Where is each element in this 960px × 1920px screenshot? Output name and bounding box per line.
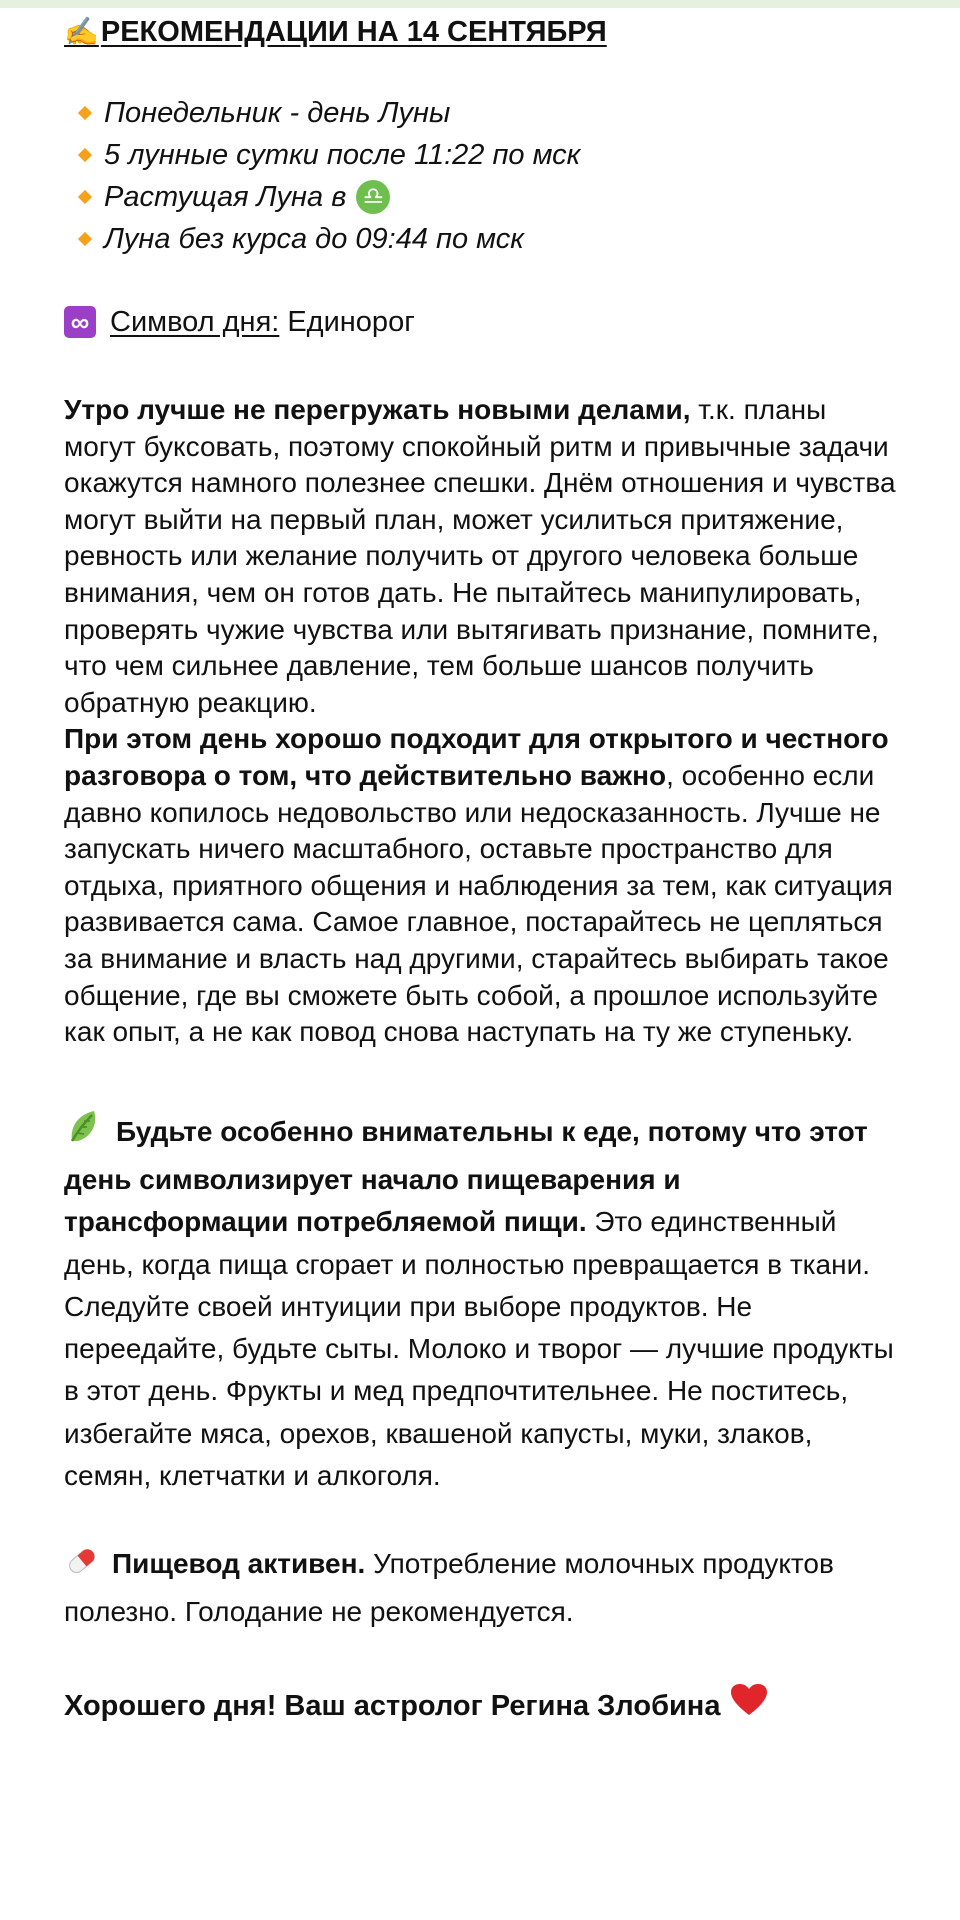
paragraph-text: Употребление молочных продуктов полезно. Голодание не рекомендуется. xyxy=(64,1548,834,1628)
list-item-text: Понедельник - день Луны xyxy=(104,97,451,129)
sign-off xyxy=(64,1683,896,1729)
symbol-label: Символ дня: xyxy=(110,306,280,338)
page-title-text: РЕКОМЕНДАЦИИ НА 14 СЕНТЯБРЯ xyxy=(100,16,607,48)
list-item xyxy=(80,218,896,260)
symbol-of-day xyxy=(64,302,896,342)
list-item xyxy=(80,92,896,134)
list-item xyxy=(80,134,896,176)
page-title xyxy=(64,12,896,52)
orange-diamond-icon xyxy=(78,106,92,120)
paragraph-morning xyxy=(64,392,896,721)
orange-diamond-icon xyxy=(78,148,92,162)
infinity-icon: ∞ xyxy=(64,306,96,338)
pill-icon xyxy=(64,1543,100,1591)
sign-off-text: Хорошего дня! Ваш астролог Регина Злобина xyxy=(64,1690,721,1723)
leafy-green-icon xyxy=(64,1107,104,1159)
paragraph-text: т.к. планы могут буксовать, поэтому спокойный ритм и привычные задачи окажутся намного полезнее спешки. Днём отношения и чувства могут выйти на первый план, может усилиться притяжение, ревность или желание получить от другого человека больше внимания, чем он готов дать. Не пытайтесь манипулировать, проверять чужие чувства или вытягивать признание, помните, что чем сильнее давление, тем больше шансов получить обратную реакцию. xyxy=(64,394,896,718)
writing-hand-icon: ✍ xyxy=(64,16,99,47)
list-item-text: Луна без курса до 09:44 по мск xyxy=(104,223,524,255)
list-item-text: Растущая Луна в xyxy=(104,181,347,213)
orange-diamond-icon xyxy=(78,190,92,204)
paragraph-text: , особенно если давно копилось недовольство или недосказанность. Лучше не запускать ничего масштабного, оставьте пространство для отдыха, приятного общения и наблюдения за тем, как ситуация развивается сама. Самое главное, постарайтесь не цепляться за внимание и власть над другими, старайтесь выбирать такое общение, где вы сможете быть собой, а прошлое используйте как опыт, а не как повод снова наступать на ту же ступеньку. xyxy=(64,759,893,1048)
paragraph-bold-text: Пищевод активен. xyxy=(112,1548,366,1580)
paragraph-bold-text: При этом день хорошо подходит для открытого и честного разговора о том, что действительно важно xyxy=(64,723,889,791)
list-item xyxy=(80,176,896,218)
post-content xyxy=(64,12,896,1729)
paragraph-food xyxy=(64,1107,896,1498)
paragraph-bold-text: Будьте особенно внимательны к еде, потому что этот день символизирует начало пищеварения и трансформации потребляемой пищи. xyxy=(64,1115,868,1238)
symbol-value: Единорог xyxy=(287,306,415,338)
paragraph-text: Это единственный день, когда пища сгорает и полностью превращается в ткани. Следуйте своей интуиции при выборе продуктов. Не переедайте, будьте сыты. Молоко и творог — лучшие продукты в этот день. Фрукты и мед предпочтительнее. Не поститесь, избегайте мяса, орехов, квашеной капусты, муки, злаков, семян, клетчатки и алкоголя. xyxy=(64,1206,894,1492)
libra-icon: ♎︎ xyxy=(356,180,390,214)
orange-diamond-icon xyxy=(78,232,92,246)
moon-info-list xyxy=(64,92,896,260)
paragraph-esophagus xyxy=(64,1543,896,1633)
paragraph-bold-text: Утро лучше не перегружать новыми делами, xyxy=(64,394,691,425)
red-heart-icon xyxy=(730,1683,768,1729)
list-item-text: 5 лунные сутки после 11:22 по мск xyxy=(104,139,581,171)
paragraph-conversation xyxy=(64,721,896,1050)
top-strip xyxy=(0,0,960,8)
